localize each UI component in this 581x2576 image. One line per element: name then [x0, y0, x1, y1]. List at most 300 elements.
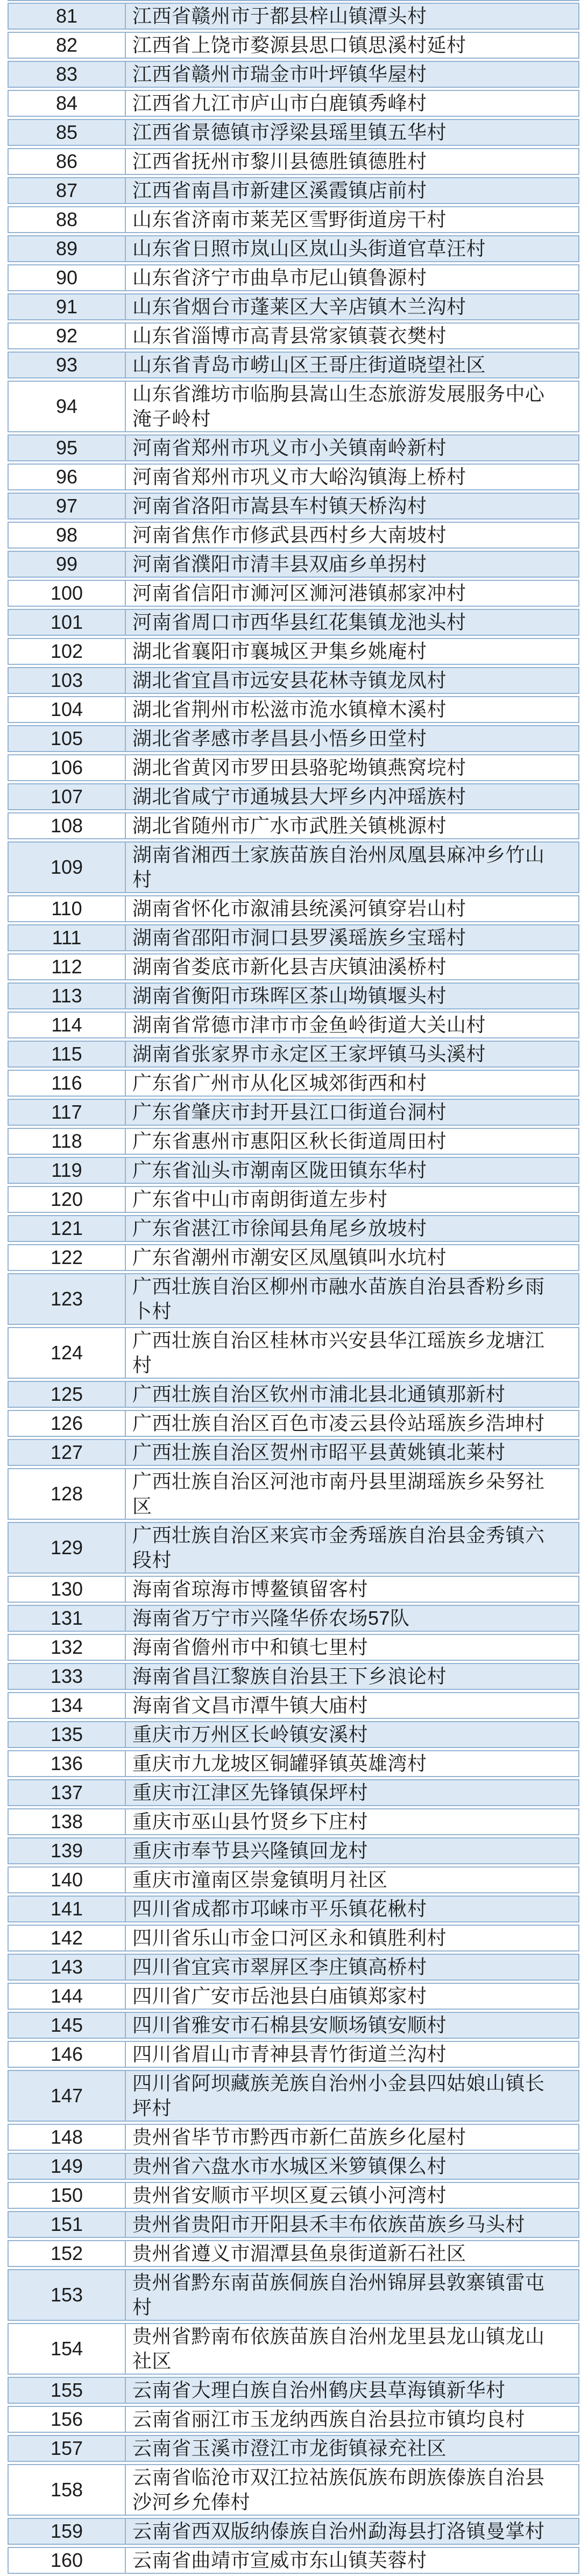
- row-number: 123: [50, 1288, 83, 1310]
- row-number-cell: [9, 2270, 126, 2320]
- row-village-name: 贵州省遵义市湄潭县鱼泉街道新石社区: [132, 2242, 466, 2264]
- table-row: [8, 1439, 579, 1466]
- row-number-cell: [9, 4, 126, 29]
- table-row: [8, 725, 579, 752]
- row-number-cell: [9, 1245, 126, 1270]
- table-row: [8, 1273, 579, 1325]
- row-number-cell: [9, 265, 126, 290]
- row-number-cell: [9, 1897, 126, 1921]
- row-number: 92: [55, 325, 78, 347]
- row-number: 120: [50, 1188, 83, 1210]
- table-row: [8, 754, 579, 781]
- row-number-cell: [9, 120, 126, 145]
- row-number: 98: [55, 524, 78, 546]
- row-village-name: 广东省湛江市徐闻县角尾乡放坡村: [132, 1217, 427, 1239]
- row-number: 90: [55, 266, 78, 289]
- row-number: 107: [50, 785, 83, 808]
- table-row: [8, 1779, 579, 1806]
- row-name-cell: [126, 2519, 578, 2544]
- row-village-name: 湖南省湘西土家族苗族自治州凤凰县麻冲乡竹山村: [132, 844, 545, 890]
- row-number: 83: [55, 63, 78, 85]
- row-number-cell: [9, 1274, 126, 1324]
- village-list-table: [8, 3, 579, 2574]
- row-name-cell: [126, 4, 578, 29]
- row-village-name: 广西壮族自治区桂林市兴安县华江瑶族乡龙塘江村: [132, 1329, 545, 1376]
- table-row: [8, 812, 579, 839]
- row-village-name: 贵州省安顺市平坝区夏云镇小河湾村: [132, 2184, 447, 2206]
- row-village-name: 海南省昌江黎族自治县王下乡浪论村: [132, 1665, 447, 1687]
- row-name-cell: [126, 552, 578, 577]
- row-name-cell: [126, 294, 578, 319]
- row-village-name: 河南省焦作市修武县西村乡大南坡村: [132, 524, 447, 546]
- row-name-cell: [126, 896, 578, 921]
- row-village-name: 云南省临沧市双江拉祜族佤族布朗族傣族自治县沙河乡允俸村: [132, 2466, 545, 2513]
- row-number: 155: [50, 2379, 83, 2401]
- table-row: [8, 1522, 579, 1574]
- row-number: 160: [50, 2549, 83, 2571]
- row-name-cell: [126, 2270, 578, 2320]
- row-number: 111: [52, 926, 82, 949]
- table-row: [8, 1896, 579, 1922]
- row-number-cell: [9, 149, 126, 174]
- table-row: [8, 667, 579, 694]
- row-village-name: 山东省淄博市高青县常家镇蓑衣樊村: [132, 325, 447, 347]
- row-number: 142: [50, 1927, 83, 1949]
- row-name-cell: [126, 2324, 578, 2374]
- row-village-name: 贵州省黔南布依族苗族自治州龙里县龙山镇龙山社区: [132, 2325, 545, 2372]
- row-name-cell: [126, 668, 578, 693]
- row-village-name: 河南省郑州市巩义市小关镇南岭新村: [132, 437, 447, 459]
- row-number: 148: [50, 2126, 83, 2148]
- row-village-name: 云南省丽江市玉龙纳西族自治县拉市镇均良村: [132, 2408, 526, 2430]
- row-name-cell: [126, 2407, 578, 2432]
- row-number: 136: [50, 1752, 83, 1774]
- row-village-name: 广西壮族自治区钦州市浦北县北通镇那新村: [132, 1383, 506, 1405]
- row-name-cell: [126, 1984, 578, 2009]
- row-village-name: 重庆市九龙坡区铜罐驿镇英雄湾村: [132, 1752, 427, 1774]
- table-row: [8, 2070, 579, 2122]
- row-number: 103: [50, 669, 83, 691]
- row-name-cell: [126, 1274, 578, 1324]
- row-name-cell: [126, 2436, 578, 2461]
- row-number-cell: [9, 552, 126, 577]
- row-number: 118: [51, 1130, 82, 1152]
- row-village-name: 江西省抚州市黎川县德胜镇德胜村: [132, 150, 427, 172]
- row-number: 153: [50, 2284, 83, 2306]
- row-name-cell: [126, 523, 578, 548]
- row-name-cell: [126, 353, 578, 377]
- row-village-name: 江西省景德镇市浮梁县瑶里镇五华村: [132, 121, 447, 143]
- table-row: [8, 2377, 579, 2404]
- row-number-cell: [9, 925, 126, 950]
- row-number: 124: [50, 1342, 83, 1364]
- row-number: 109: [50, 856, 83, 878]
- table-row: [8, 1128, 579, 1155]
- row-village-name: 四川省眉山市青神县青竹街道兰沟村: [132, 2043, 447, 2065]
- row-number-cell: [9, 755, 126, 780]
- row-number: 152: [50, 2242, 83, 2264]
- row-village-name: 湖南省娄底市新化县吉庆镇油溪桥村: [132, 956, 447, 978]
- row-name-cell: [126, 1897, 578, 1921]
- row-name-cell: [126, 984, 578, 1008]
- row-name-cell: [126, 236, 578, 261]
- row-name-cell: [126, 1955, 578, 1980]
- row-name-cell: [126, 33, 578, 58]
- row-name-cell: [126, 610, 578, 635]
- row-village-name: 重庆市江津区先锋镇保坪村: [132, 1781, 369, 1803]
- row-number-cell: [9, 1838, 126, 1863]
- row-number-cell: [9, 2154, 126, 2179]
- row-name-cell: [126, 954, 578, 979]
- table-row: [8, 551, 579, 578]
- row-village-name: 云南省西双版纳傣族自治州勐海县打洛镇曼掌村: [132, 2520, 545, 2542]
- row-name-cell: [126, 2212, 578, 2237]
- row-name-cell: [126, 726, 578, 751]
- row-number-cell: [9, 33, 126, 58]
- row-number: 131: [50, 1607, 83, 1629]
- row-number-cell: [9, 1158, 126, 1183]
- row-number: 145: [50, 2014, 83, 2036]
- row-number: 147: [50, 2084, 83, 2107]
- row-village-name: 重庆市万州区长岭镇安溪村: [132, 1723, 369, 1745]
- row-name-cell: [126, 2042, 578, 2067]
- row-name-cell: [126, 1187, 578, 1212]
- row-name-cell: [126, 813, 578, 838]
- table-row: [8, 1070, 579, 1097]
- row-number: 100: [50, 582, 83, 604]
- row-name-cell: [126, 1693, 578, 1718]
- row-number-cell: [9, 954, 126, 979]
- row-number-cell: [9, 1984, 126, 2009]
- row-village-name: 江西省上饶市婺源县思口镇思溪村延村: [132, 34, 466, 56]
- row-number: 96: [55, 466, 78, 488]
- table-row: [8, 895, 579, 922]
- row-number: 101: [50, 611, 83, 633]
- table-row: [8, 2211, 579, 2238]
- table-row: [8, 32, 579, 59]
- table-row: [8, 322, 579, 349]
- row-name-cell: [126, 925, 578, 950]
- row-number-cell: [9, 1469, 126, 1519]
- row-number-cell: [9, 207, 126, 232]
- row-number: 87: [55, 179, 78, 201]
- table-row: [8, 1663, 579, 1690]
- row-number-cell: [9, 2183, 126, 2208]
- table-row: [8, 1186, 579, 1213]
- row-village-name: 广东省肇庆市封开县江口街道台洞村: [132, 1101, 447, 1123]
- row-number-cell: [9, 178, 126, 203]
- row-name-cell: [126, 382, 578, 431]
- row-village-name: 河南省信阳市浉河区浉河港镇郝家冲村: [132, 582, 466, 604]
- row-number-cell: [9, 1100, 126, 1125]
- row-name-cell: [126, 2154, 578, 2179]
- row-number-cell: [9, 784, 126, 809]
- row-number: 150: [50, 2184, 83, 2206]
- row-number-cell: [9, 2548, 126, 2573]
- row-village-name: 湖北省宜昌市远安县花林寺镇龙凤村: [132, 669, 447, 691]
- row-village-name: 江西省赣州市瑞金市叶坪镇华屋村: [132, 63, 427, 85]
- row-number-cell: [9, 1722, 126, 1747]
- row-village-name: 广东省汕头市潮南区陇田镇东华村: [132, 1159, 427, 1181]
- row-village-name: 江西省赣州市于都县梓山镇潭头村: [132, 5, 427, 27]
- row-number: 127: [50, 1441, 83, 1463]
- table-row: [8, 638, 579, 665]
- row-number-cell: [9, 91, 126, 116]
- table-row: [8, 61, 579, 88]
- row-name-cell: [126, 1440, 578, 1465]
- row-number: 130: [50, 1578, 83, 1600]
- row-village-name: 湖南省衡阳市珠晖区茶山坳镇堰头村: [132, 985, 447, 1007]
- row-name-cell: [126, 2071, 578, 2121]
- table-row: [8, 148, 579, 175]
- row-number-cell: [9, 1751, 126, 1776]
- row-number-cell: [9, 236, 126, 261]
- row-number-cell: [9, 2042, 126, 2067]
- row-village-name: 湖北省咸宁市通城县大坪乡内冲瑶族村: [132, 785, 466, 808]
- table-row: [8, 1041, 579, 1068]
- row-number-cell: [9, 436, 126, 460]
- row-village-name: 广西壮族自治区来宾市金秀瑶族自治县金秀镇六段村: [132, 1524, 545, 1571]
- table-row: [8, 1925, 579, 1952]
- row-village-name: 四川省成都市邛崃市平乐镇花楸村: [132, 1898, 427, 1920]
- row-name-cell: [126, 1523, 578, 1573]
- table-row: [8, 2153, 579, 2180]
- row-number: 139: [50, 1840, 83, 1862]
- row-number-cell: [9, 2407, 126, 2432]
- row-number-cell: [9, 813, 126, 838]
- row-village-name: 四川省雅安市石棉县安顺场镇安顺村: [132, 2014, 447, 2036]
- row-number: 105: [50, 727, 83, 749]
- row-number-cell: [9, 2436, 126, 2461]
- row-name-cell: [126, 1042, 578, 1066]
- row-number: 126: [50, 1412, 83, 1434]
- row-number: 138: [50, 1810, 83, 1833]
- table-row: [8, 783, 579, 810]
- row-number-cell: [9, 2465, 126, 2515]
- row-name-cell: [126, 2548, 578, 2573]
- row-name-cell: [126, 1158, 578, 1183]
- table-row: [8, 522, 579, 549]
- row-name-cell: [126, 843, 578, 892]
- row-number-cell: [9, 294, 126, 319]
- row-village-name: 江西省九江市庐山市白鹿镇秀峰村: [132, 92, 427, 114]
- row-village-name: 贵州省毕节市黔西市新仁苗族乡化屋村: [132, 2126, 466, 2148]
- table-row: [8, 580, 579, 607]
- row-number-cell: [9, 1780, 126, 1805]
- row-village-name: 山东省济南市莱芜区雪野街道房干村: [132, 208, 447, 230]
- table-row: [8, 2124, 579, 2151]
- row-village-name: 四川省乐山市金口河区永和镇胜利村: [132, 1927, 447, 1949]
- row-name-cell: [126, 1013, 578, 1037]
- row-number: 81: [55, 5, 78, 27]
- row-number: 86: [55, 150, 78, 172]
- row-village-name: 湖北省孝感市孝昌县小悟乡田堂村: [132, 727, 427, 749]
- row-name-cell: [126, 149, 578, 174]
- row-number: 121: [50, 1217, 83, 1239]
- row-village-name: 山东省潍坊市临朐县嵩山生态旅游发展服务中心淹子岭村: [132, 383, 545, 430]
- row-number: 112: [51, 956, 82, 978]
- row-number-cell: [9, 1664, 126, 1689]
- row-number: 135: [50, 1723, 83, 1745]
- row-village-name: 四川省广安市岳池县白庙镇郑家村: [132, 1985, 427, 2007]
- row-village-name: 云南省曲靖市宣威市东山镇芙蓉村: [132, 2549, 427, 2571]
- row-number: 88: [55, 208, 78, 230]
- row-name-cell: [126, 2465, 578, 2515]
- row-number-cell: [9, 1187, 126, 1212]
- row-name-cell: [126, 697, 578, 722]
- row-village-name: 河南省洛阳市嵩县车村镇天桥沟村: [132, 495, 427, 517]
- row-number: 156: [50, 2408, 83, 2430]
- row-village-name: 山东省青岛市崂山区王哥庄街道晓望社区: [132, 354, 486, 376]
- row-number-cell: [9, 2071, 126, 2121]
- row-village-name: 湖北省襄阳市襄城区尹集乡姚庵村: [132, 640, 427, 662]
- row-village-name: 贵州省黔东南苗族侗族自治州锦屏县敦寨镇雷屯村: [132, 2271, 545, 2318]
- table-row: [8, 1012, 579, 1038]
- table-row: [8, 434, 579, 461]
- row-number-cell: [9, 324, 126, 348]
- row-number-cell: [9, 2212, 126, 2237]
- row-number-cell: [9, 2241, 126, 2266]
- row-number-cell: [9, 523, 126, 548]
- row-name-cell: [126, 120, 578, 145]
- table-row: [8, 1157, 579, 1184]
- row-number: 146: [50, 2043, 83, 2065]
- row-number: 84: [55, 92, 78, 114]
- table-row: [8, 1410, 579, 1437]
- row-name-cell: [126, 1382, 578, 1407]
- row-name-cell: [126, 1577, 578, 1602]
- row-village-name: 重庆市潼南区崇龛镇明月社区: [132, 1869, 388, 1891]
- row-village-name: 广东省潮州市潮安区凤凰镇叫水坑村: [132, 1246, 447, 1268]
- row-village-name: 山东省济宁市曲阜市尼山镇鲁源村: [132, 266, 427, 289]
- row-number-cell: [9, 1693, 126, 1718]
- row-number: 97: [55, 495, 78, 517]
- table-row: [8, 953, 579, 980]
- row-village-name: 广西壮族自治区河池市南丹县里湖瑶族乡朵努社区: [132, 1470, 545, 1517]
- table-row: [8, 2041, 579, 2068]
- row-name-cell: [126, 755, 578, 780]
- row-number-cell: [9, 726, 126, 751]
- row-number: 125: [50, 1383, 83, 1405]
- row-village-name: 重庆市巫山县竹贤乡下庄村: [132, 1810, 369, 1833]
- row-number-cell: [9, 1129, 126, 1154]
- row-number-cell: [9, 896, 126, 921]
- row-village-name: 广西壮族自治区百色市凌云县伶站瑶族乡浩坤村: [132, 1412, 545, 1434]
- row-name-cell: [126, 494, 578, 518]
- row-number: 93: [55, 354, 78, 376]
- row-number: 117: [51, 1101, 82, 1123]
- row-name-cell: [126, 1411, 578, 1436]
- row-village-name: 山东省烟台市蓬莱区大辛店镇木兰沟村: [132, 296, 466, 318]
- row-name-cell: [126, 2125, 578, 2150]
- table-row: [8, 206, 579, 233]
- row-number: 102: [50, 640, 83, 662]
- table-row: [8, 2547, 579, 2574]
- table-row: [8, 1215, 579, 1242]
- row-name-cell: [126, 1328, 578, 1378]
- row-village-name: 湖北省随州市广水市武胜关镇桃源村: [132, 815, 447, 837]
- row-village-name: 河南省郑州市巩义市大峪沟镇海上桥村: [132, 466, 466, 488]
- row-name-cell: [126, 784, 578, 809]
- row-number-cell: [9, 2519, 126, 2544]
- row-number: 119: [51, 1159, 82, 1181]
- row-number-cell: [9, 1042, 126, 1066]
- row-number-cell: [9, 1071, 126, 1096]
- row-village-name: 贵州省贵阳市开阳县禾丰布依族苗族乡马头村: [132, 2213, 526, 2235]
- row-number: 91: [55, 296, 78, 318]
- table-row: [8, 609, 579, 636]
- row-village-name: 四川省阿坝藏族羌族自治州小金县四姑娘山镇长坪村: [132, 2072, 545, 2119]
- table-row: [8, 464, 579, 490]
- row-village-name: 湖南省常德市津市市金鱼岭街道大关山村: [132, 1014, 486, 1036]
- row-village-name: 云南省玉溪市澄江市龙街镇禄充社区: [132, 2437, 447, 2459]
- row-number-cell: [9, 668, 126, 693]
- row-number-cell: [9, 494, 126, 518]
- table-row: [8, 177, 579, 204]
- row-name-cell: [126, 465, 578, 489]
- row-name-cell: [126, 1780, 578, 1805]
- row-number: 99: [55, 553, 78, 575]
- table-row: [8, 841, 579, 893]
- row-village-name: 重庆市奉节县兴隆镇回龙村: [132, 1840, 369, 1862]
- row-number-cell: [9, 1216, 126, 1241]
- row-village-name: 湖北省荆州市松滋市洈水镇樟木溪村: [132, 698, 447, 720]
- table-row: [8, 2323, 579, 2375]
- row-number: 116: [51, 1072, 82, 1094]
- row-number: 114: [51, 1014, 82, 1036]
- row-village-name: 广东省中山市南朗街道左步村: [132, 1188, 388, 1210]
- table-row: [8, 493, 579, 520]
- table-row: [8, 90, 579, 117]
- row-village-name: 海南省儋州市中和镇七里村: [132, 1636, 369, 1658]
- row-village-name: 四川省宜宾市翠屏区李庄镇高桥村: [132, 1956, 427, 1978]
- row-number: 128: [50, 1483, 83, 1505]
- table-row: [8, 1983, 579, 2010]
- row-name-cell: [126, 324, 578, 348]
- row-number-cell: [9, 697, 126, 722]
- table-row: [8, 1244, 579, 1271]
- row-number: 113: [51, 985, 82, 1007]
- row-number-cell: [9, 984, 126, 1008]
- row-number-cell: [9, 581, 126, 606]
- row-name-cell: [126, 1100, 578, 1125]
- row-village-name: 海南省万宁市兴隆华侨农场57队: [132, 1607, 410, 1629]
- row-name-cell: [126, 639, 578, 664]
- row-number: 133: [50, 1665, 83, 1687]
- row-number: 143: [50, 1956, 83, 1978]
- row-name-cell: [126, 178, 578, 203]
- table-row: [8, 1576, 579, 1603]
- row-village-name: 江西省南昌市新建区溪霞镇店前村: [132, 179, 427, 201]
- row-number: 82: [55, 34, 78, 56]
- row-number: 141: [50, 1898, 83, 1920]
- row-number: 115: [51, 1043, 82, 1065]
- clipped-previous-row-border: [8, 0, 579, 1]
- table-row: [8, 1634, 579, 1661]
- row-name-cell: [126, 1838, 578, 1863]
- row-name-cell: [126, 2378, 578, 2403]
- table-row: [8, 3, 579, 30]
- row-name-cell: [126, 2241, 578, 2266]
- row-number-cell: [9, 1382, 126, 1407]
- row-name-cell: [126, 2013, 578, 2038]
- table-row: [8, 1605, 579, 1632]
- table-row: [8, 2182, 579, 2209]
- row-village-name: 海南省琼海市博鳌镇留客村: [132, 1578, 369, 1600]
- table-row: [8, 1721, 579, 1748]
- row-name-cell: [126, 2183, 578, 2208]
- table-row: [8, 235, 579, 262]
